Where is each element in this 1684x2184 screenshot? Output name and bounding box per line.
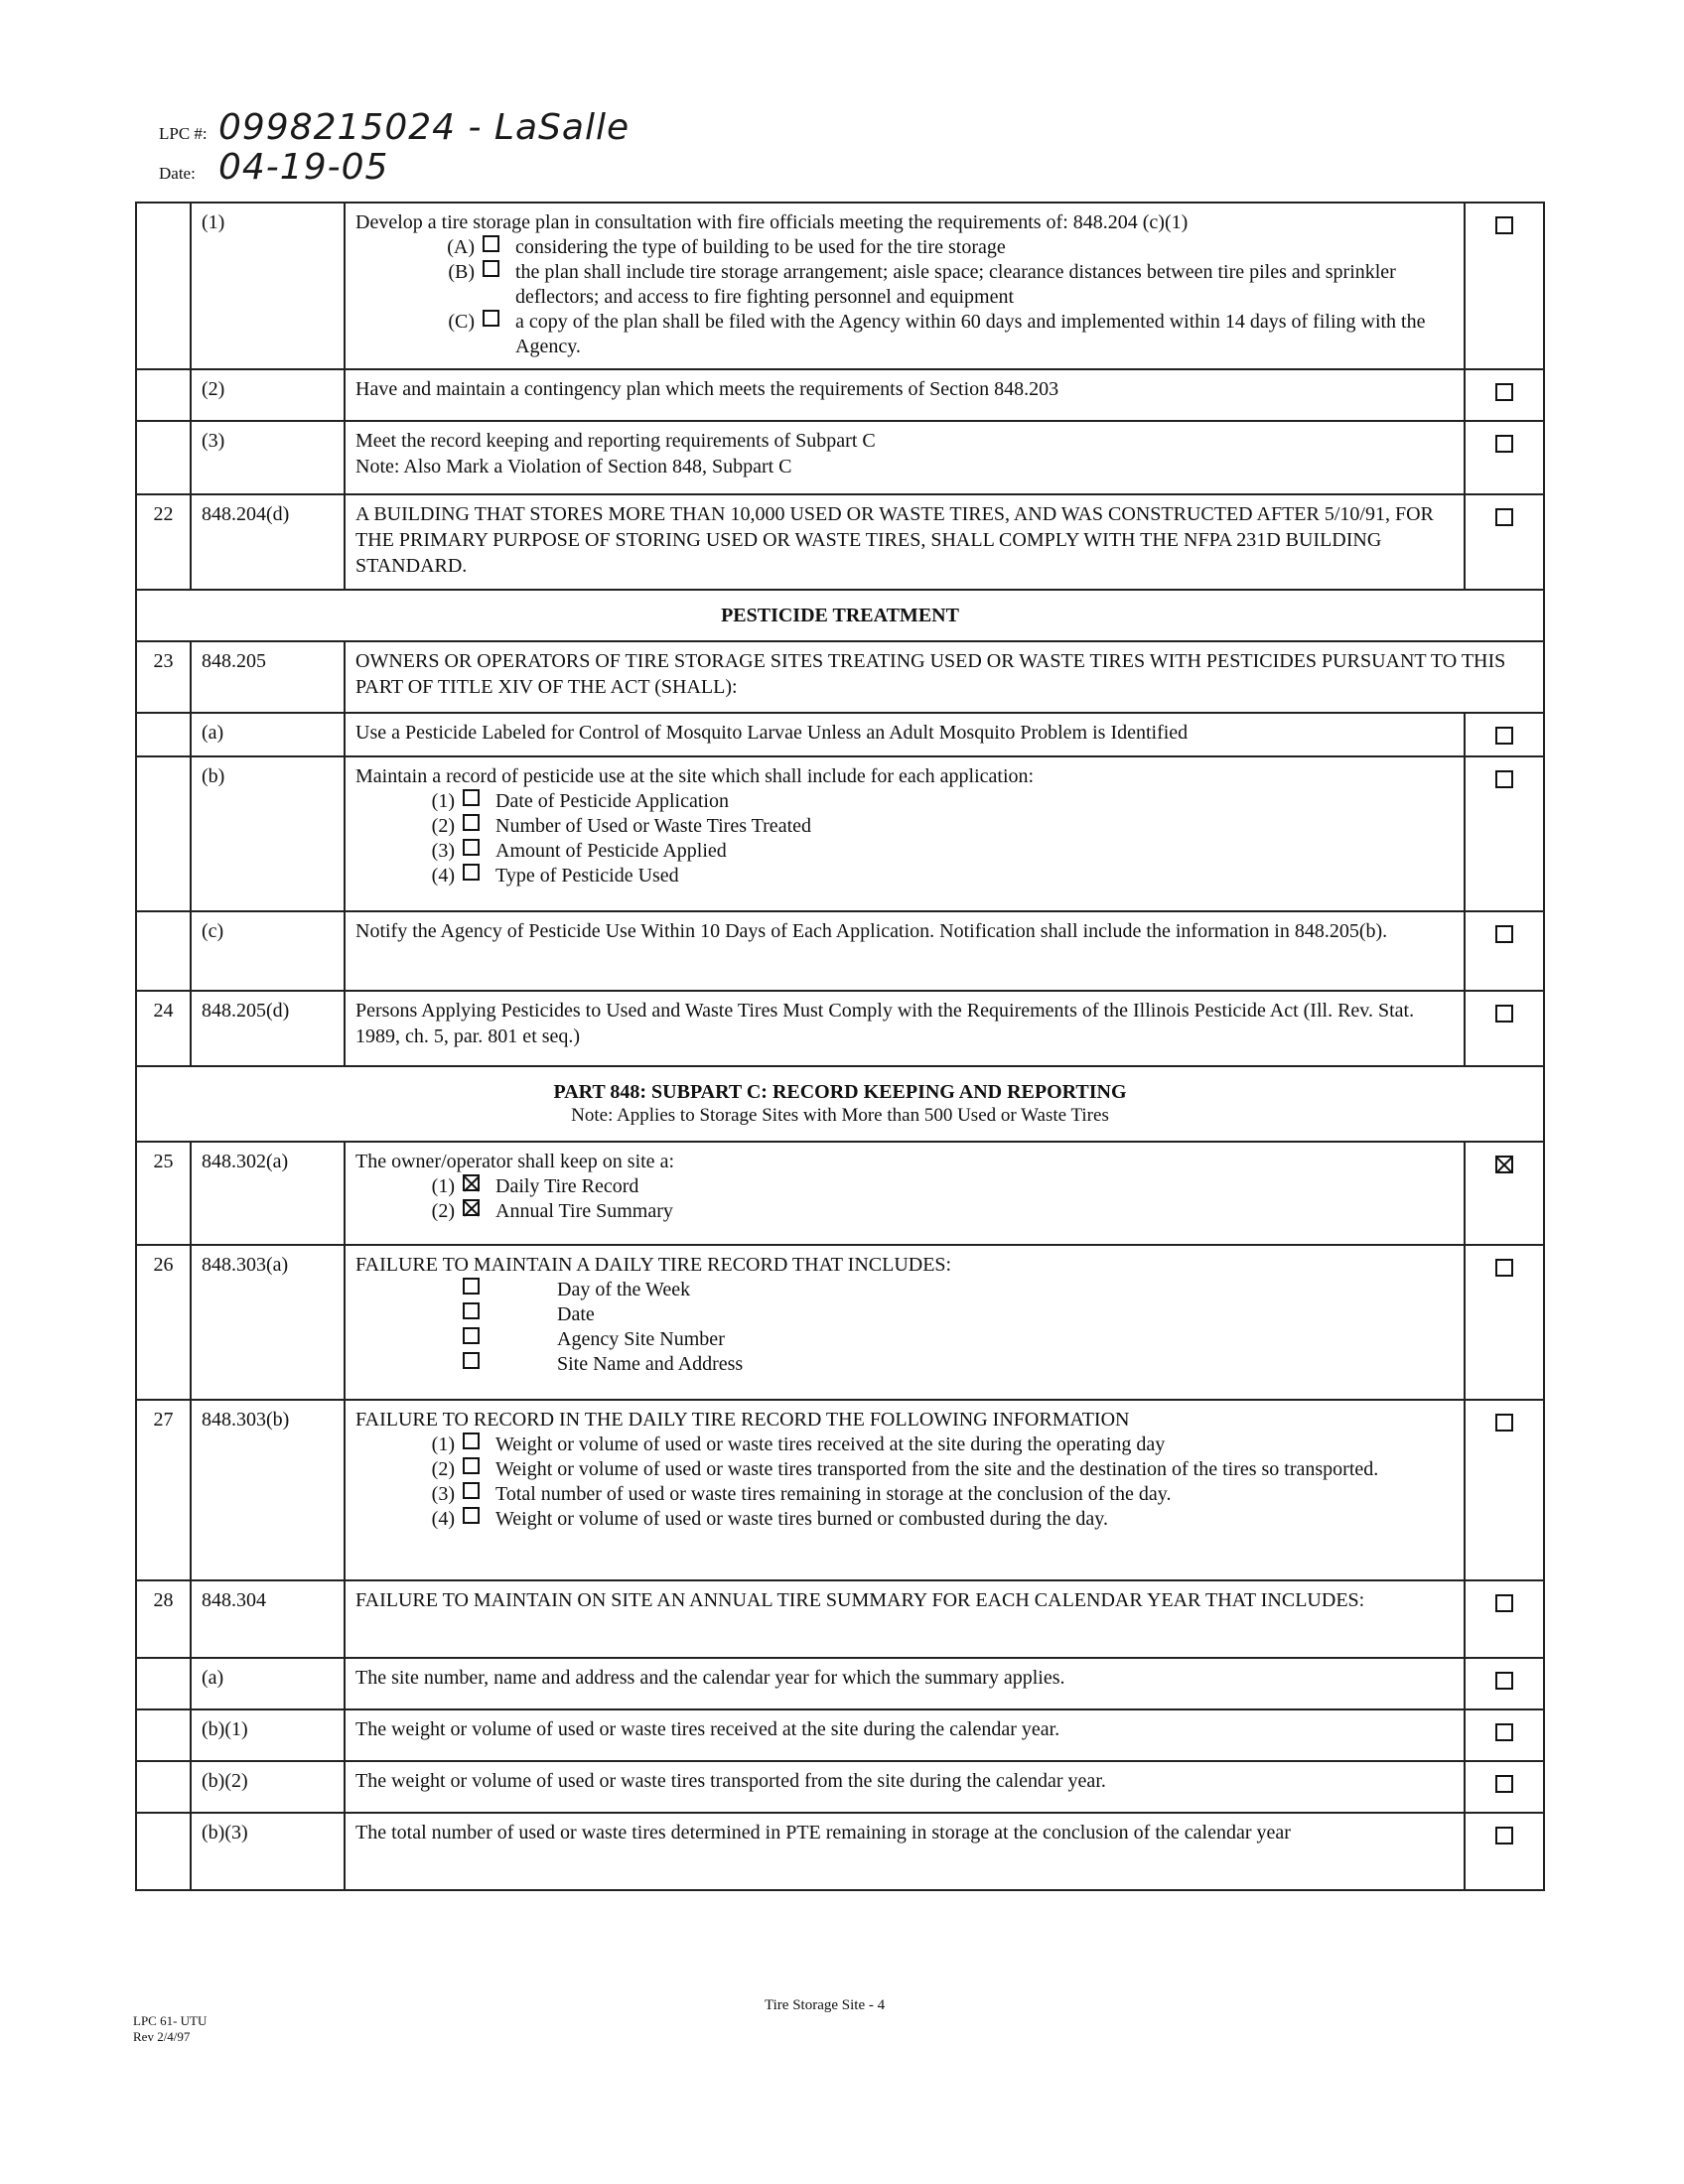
row-checkbox[interactable] (1495, 727, 1513, 745)
row-checkbox[interactable] (1495, 1005, 1513, 1023)
row-number (136, 756, 191, 911)
row-note: Note: Also Mark a Violation of Section 848, Subpart C (355, 456, 792, 478)
form-revision: Rev 2/4/97 (133, 2029, 191, 2044)
checkbox[interactable] (483, 235, 499, 252)
row-number: 22 (136, 494, 191, 590)
row-checkbox-cell (1465, 1761, 1544, 1813)
row-checkbox[interactable] (1495, 216, 1513, 234)
checkbox[interactable] (463, 1482, 480, 1499)
row-description: The weight or volume of used or waste tires received at the site during the calendar year. (345, 1709, 1465, 1761)
row-number: 24 (136, 991, 191, 1066)
checkbox[interactable] (463, 839, 480, 856)
row-checkbox-cell (1465, 991, 1544, 1066)
sub-item (355, 1199, 1454, 1224)
row-text: Maintain a record of pesticide use at the site which shall include for each application: (355, 765, 1035, 787)
sub-text: Date of Pesticide Application (495, 790, 729, 812)
sub-item (355, 260, 1454, 310)
sub-key: (A) (447, 236, 475, 258)
row-checkbox-checked[interactable] (1495, 1156, 1513, 1173)
lpc-label: LPC #: (159, 124, 208, 143)
row-checkbox[interactable] (1495, 1594, 1513, 1612)
checkbox[interactable] (463, 1302, 480, 1319)
table-row (136, 1400, 1544, 1580)
row-checkbox-cell (1465, 911, 1544, 991)
sub-item (355, 1482, 1454, 1507)
sub-item (355, 1278, 1454, 1302)
row-number: 28 (136, 1580, 191, 1658)
sub-item (355, 235, 1454, 260)
checkbox-checked[interactable] (463, 1199, 480, 1216)
table-row (136, 911, 1544, 991)
row-checkbox-cell (1465, 1142, 1544, 1245)
checkbox[interactable] (463, 1457, 480, 1474)
section-heading (136, 1066, 1544, 1142)
row-number (136, 369, 191, 421)
row-section: 848.205 (191, 641, 345, 713)
row-description: The site number, name and address and the calendar year for which the summary applies. (345, 1658, 1465, 1709)
section-title: PART 848: SUBPART C: RECORD KEEPING AND REPORTING (553, 1081, 1127, 1103)
row-checkbox[interactable] (1495, 383, 1513, 401)
row-checkbox[interactable] (1495, 1414, 1513, 1432)
row-number: 23 (136, 641, 191, 713)
checkbox[interactable] (463, 789, 480, 806)
sub-text: Daily Tire Record (495, 1175, 639, 1197)
row-checkbox-cell (1465, 1813, 1544, 1890)
sub-key: (C) (448, 311, 475, 333)
row-section: (b)(3) (191, 1813, 345, 1890)
checkbox[interactable] (463, 1278, 480, 1295)
table-row (136, 203, 1544, 369)
checkbox-checked[interactable] (463, 1174, 480, 1191)
row-description: OWNERS OR OPERATORS OF TIRE STORAGE SITES TREATING USED OR WASTE TIRES WITH PESTICIDES PURSUANT TO THIS PART OF TITLE XIV OF THE ACT (SHALL): (345, 641, 1544, 713)
section-heading-row (136, 1066, 1544, 1142)
date-value: 04-19-05 (218, 147, 389, 188)
sub-text: a copy of the plan shall be filed with the Agency within 60 days and implemented within 14 days of filing with the Agency. (515, 311, 1426, 357)
sub-item (355, 789, 1454, 814)
sub-text: Weight or volume of used or waste tires burned or combusted during the day. (495, 1508, 1108, 1530)
sub-text: Type of Pesticide Used (495, 865, 679, 887)
sub-key: (4) (431, 865, 455, 887)
section-note: Note: Applies to Storage Sites with More than 500 Used or Waste Tires (571, 1105, 1109, 1126)
row-checkbox-cell (1465, 369, 1544, 421)
sub-text: Agency Site Number (557, 1328, 725, 1350)
row-checkbox-cell (1465, 1709, 1544, 1761)
row-number: 27 (136, 1400, 191, 1580)
section-heading-row (136, 590, 1544, 641)
row-checkbox-cell (1465, 756, 1544, 911)
row-description: FAILURE TO MAINTAIN ON SITE AN ANNUAL TIRE SUMMARY FOR EACH CALENDAR YEAR THAT INCLUDES: (345, 1580, 1465, 1658)
row-checkbox[interactable] (1495, 925, 1513, 943)
row-description: The weight or volume of used or waste tires transported from the site during the calendar year. (345, 1761, 1465, 1813)
table-row (136, 756, 1544, 911)
sub-item (355, 1433, 1454, 1457)
checkbox[interactable] (463, 1327, 480, 1344)
table-row (136, 1142, 1544, 1245)
row-description (345, 203, 1465, 369)
row-checkbox[interactable] (1495, 1723, 1513, 1741)
sub-item (355, 814, 1454, 839)
sub-item (355, 1507, 1454, 1532)
row-description (345, 756, 1465, 911)
sub-key: (2) (431, 1200, 455, 1222)
sub-item (355, 1174, 1454, 1199)
form-number (133, 2013, 207, 2045)
row-checkbox-cell (1465, 421, 1544, 494)
row-section: (2) (191, 369, 345, 421)
row-section: (a) (191, 1658, 345, 1709)
row-text: FAILURE TO RECORD IN THE DAILY TIRE RECORD THE FOLLOWING INFORMATION (355, 1409, 1130, 1431)
sub-item (355, 310, 1454, 359)
row-section: (3) (191, 421, 345, 494)
sub-key: (1) (431, 1433, 455, 1455)
table-row (136, 494, 1544, 590)
row-number (136, 1709, 191, 1761)
row-checkbox-cell (1465, 1580, 1544, 1658)
table-row (136, 713, 1544, 756)
checkbox[interactable] (463, 1433, 480, 1449)
sub-text: Date (557, 1303, 595, 1325)
row-number (136, 1813, 191, 1890)
sub-text: the plan shall include tire storage arrangement; aisle space; clearance distances between tire piles and sprinkler deflectors; and access to fire fighting personnel and equipment (515, 261, 1396, 308)
sub-text: Number of Used or Waste Tires Treated (495, 815, 811, 837)
row-section: (b)(1) (191, 1709, 345, 1761)
row-section: (b)(2) (191, 1761, 345, 1813)
row-number (136, 421, 191, 494)
sub-text: Weight or volume of used or waste tires received at the site during the operating day (495, 1433, 1166, 1455)
sub-key: (3) (431, 840, 455, 862)
table-row (136, 991, 1544, 1066)
date-label: Date: (159, 164, 196, 183)
table-row (136, 1658, 1544, 1709)
row-description (345, 1142, 1465, 1245)
row-section: 848.303(b) (191, 1400, 345, 1580)
row-checkbox-cell (1465, 1245, 1544, 1400)
section-heading: PESTICIDE TREATMENT (136, 590, 1544, 641)
checkbox[interactable] (463, 864, 480, 881)
sub-key: (4) (431, 1508, 455, 1530)
page-label: Tire Storage Site - 4 (765, 1997, 886, 2013)
sub-key: (1) (431, 790, 455, 812)
checkbox[interactable] (463, 1352, 480, 1369)
lpc-number: 0998215024 - LaSalle (218, 107, 631, 148)
inspection-checklist-table (135, 202, 1545, 1891)
row-checkbox[interactable] (1495, 770, 1513, 788)
row-number: 25 (136, 1142, 191, 1245)
row-description (345, 421, 1465, 494)
checkbox[interactable] (463, 1507, 480, 1524)
table-row (136, 1761, 1544, 1813)
row-text: FAILURE TO MAINTAIN A DAILY TIRE RECORD THAT INCLUDES: (355, 1254, 952, 1276)
sub-item (355, 1302, 1454, 1327)
row-section: (c) (191, 911, 345, 991)
row-number (136, 911, 191, 991)
row-checkbox-cell (1465, 494, 1544, 590)
row-checkbox[interactable] (1495, 1672, 1513, 1690)
row-description: Persons Applying Pesticides to Used and Waste Tires Must Comply with the Requirements of the Illinois Pesticide Act (Ill. Rev. Stat. 1989, ch. 5, par. 801 et seq.) (345, 991, 1465, 1066)
sub-text: Weight or volume of used or waste tires transported from the site and the destination of the tires so transported. (495, 1458, 1379, 1480)
row-checkbox[interactable] (1495, 1775, 1513, 1793)
row-number (136, 713, 191, 756)
table-row (136, 1245, 1544, 1400)
row-checkbox[interactable] (1495, 1827, 1513, 1844)
row-text: Meet the record keeping and reporting requirements of Subpart C (355, 430, 876, 452)
row-section: 848.304 (191, 1580, 345, 1658)
row-description (345, 1400, 1465, 1580)
row-description: Have and maintain a contingency plan which meets the requirements of Section 848.203 (345, 369, 1465, 421)
row-checkbox-cell (1465, 203, 1544, 369)
table-row (136, 421, 1544, 494)
row-text: Develop a tire storage plan in consultation with fire officials meeting the requirements of: 848.204 (c)(1) (355, 211, 1189, 233)
form-header (159, 107, 630, 187)
sub-text: Site Name and Address (557, 1353, 744, 1375)
table-row (136, 641, 1544, 713)
sub-item (355, 864, 1454, 888)
sub-key: (3) (431, 1483, 455, 1505)
row-description: A BUILDING THAT STORES MORE THAN 10,000 USED OR WASTE TIRES, AND WAS CONSTRUCTED AFTER 5/10/91, FOR THE PRIMARY PURPOSE OF STORING USED OR WASTE TIRES, SHALL COMPLY WITH THE NFPA 231D BUILDING STANDARD. (345, 494, 1465, 590)
row-number (136, 1761, 191, 1813)
row-section: 848.303(a) (191, 1245, 345, 1400)
row-checkbox[interactable] (1495, 508, 1513, 526)
sub-text: Amount of Pesticide Applied (495, 840, 727, 862)
sub-item (355, 839, 1454, 864)
checkbox[interactable] (483, 260, 499, 277)
sub-key: (1) (431, 1175, 455, 1197)
table-row (136, 369, 1544, 421)
sub-key: (B) (448, 261, 475, 283)
row-description: Notify the Agency of Pesticide Use Within 10 Days of Each Application. Notification shall include the information in 848.205(b). (345, 911, 1465, 991)
row-checkbox[interactable] (1495, 435, 1513, 453)
row-number: 26 (136, 1245, 191, 1400)
sub-key: (2) (431, 1458, 455, 1480)
table-row (136, 1709, 1544, 1761)
row-description: The total number of used or waste tires determined in PTE remaining in storage at the conclusion of the calendar year (345, 1813, 1465, 1890)
row-description (345, 1245, 1465, 1400)
sub-text: Annual Tire Summary (495, 1200, 673, 1222)
row-section: (b) (191, 756, 345, 911)
table-row (136, 1813, 1544, 1890)
row-checkbox[interactable] (1495, 1259, 1513, 1277)
sub-item (355, 1327, 1454, 1352)
row-section: 848.302(a) (191, 1142, 345, 1245)
row-checkbox-cell (1465, 713, 1544, 756)
row-number (136, 203, 191, 369)
row-section: 848.205(d) (191, 991, 345, 1066)
sub-text: Day of the Week (557, 1279, 691, 1300)
checkbox[interactable] (463, 814, 480, 831)
row-checkbox-cell (1465, 1400, 1544, 1580)
checkbox[interactable] (483, 310, 499, 327)
row-section: 848.204(d) (191, 494, 345, 590)
row-section: (a) (191, 713, 345, 756)
table-row (136, 1580, 1544, 1658)
sub-item (355, 1457, 1454, 1482)
form-id: LPC 61- UTU (133, 2013, 208, 2028)
row-section: (1) (191, 203, 345, 369)
sub-text: considering the type of building to be used for the tire storage (515, 236, 1006, 258)
row-checkbox-cell (1465, 1658, 1544, 1709)
sub-key: (2) (431, 815, 455, 837)
row-description: Use a Pesticide Labeled for Control of Mosquito Larvae Unless an Adult Mosquito Problem is Identified (345, 713, 1465, 756)
row-text: The owner/operator shall keep on site a: (355, 1151, 674, 1172)
sub-item (355, 1352, 1454, 1377)
sub-text: Total number of used or waste tires remaining in storage at the conclusion of the day. (495, 1483, 1172, 1505)
row-number (136, 1658, 191, 1709)
